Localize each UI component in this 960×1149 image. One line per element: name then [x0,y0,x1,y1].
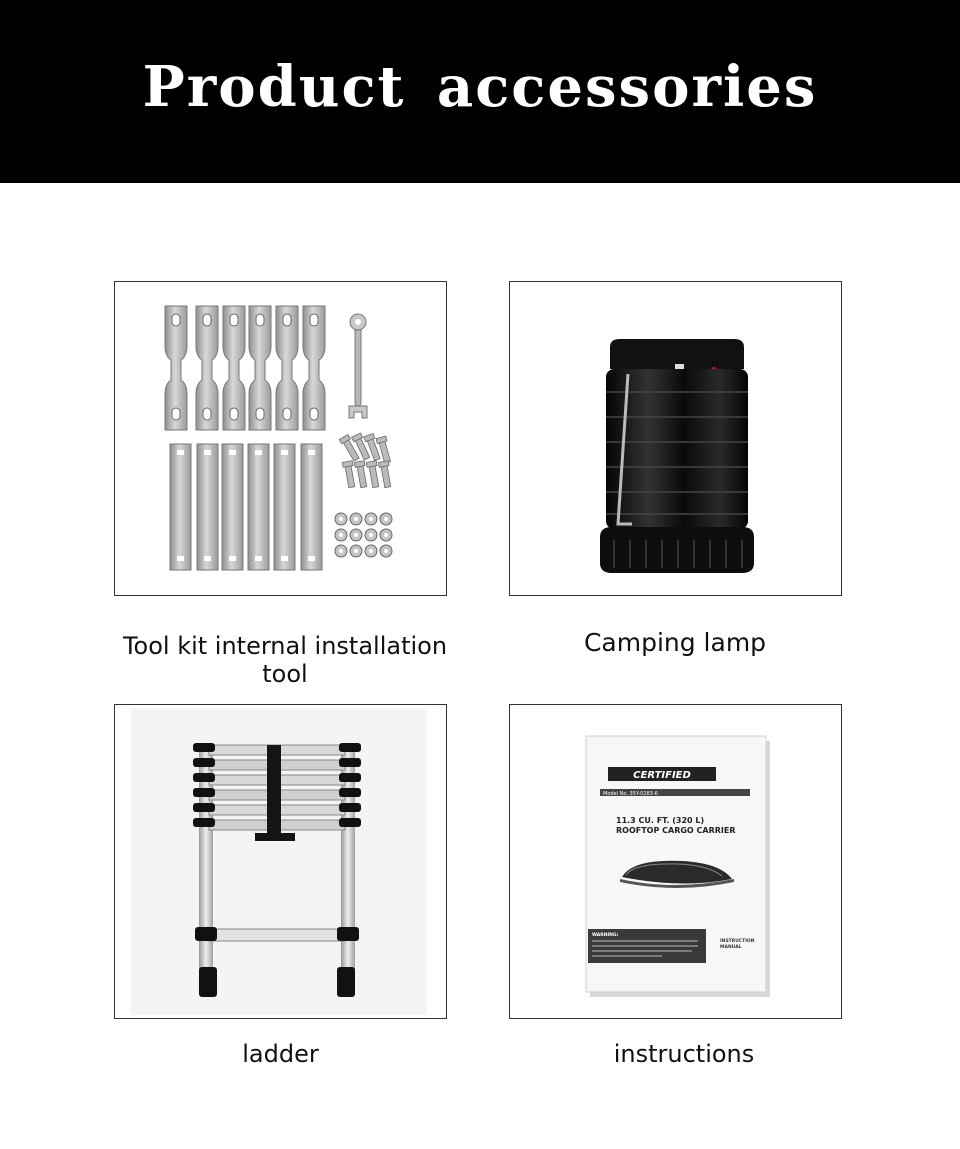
page-title: Product accessories [142,53,818,120]
bracket-group [165,306,325,430]
booklet-capacity: 11.3 CU. FT. (320 L) [616,816,705,825]
bolt-group [339,433,392,488]
nut-group [335,513,392,557]
caption-tool-kit: Tool kit internal installation tool [122,632,448,688]
booklet-brand: CERTIFIED [633,770,691,781]
ladder-image [114,704,447,1019]
wrench-icon [349,314,367,418]
tool-kit-image [114,281,447,596]
instructions-image [509,704,842,1019]
caption-instructions: instructions [613,1040,755,1068]
booklet-model: Model No. 35Y-0283-6 [603,791,658,797]
lamp-illustration [510,282,842,596]
plate-group [170,444,322,570]
tool-kit-illustration [115,282,447,596]
ladder-illustration [115,705,447,1019]
header-banner [0,0,960,183]
booklet-manual-label: INSTRUCTION [720,939,755,944]
caption-camping-lamp: Camping lamp [583,628,767,657]
manual-booklet [510,705,842,1019]
camping-lamp-image [509,281,842,596]
booklet-warning: WARNING: [592,933,619,938]
caption-ladder: ladder [242,1040,319,1068]
booklet-manual-sub: MANUAL [720,945,742,950]
booklet-product: ROOFTOP CARGO CARRIER [616,826,736,835]
